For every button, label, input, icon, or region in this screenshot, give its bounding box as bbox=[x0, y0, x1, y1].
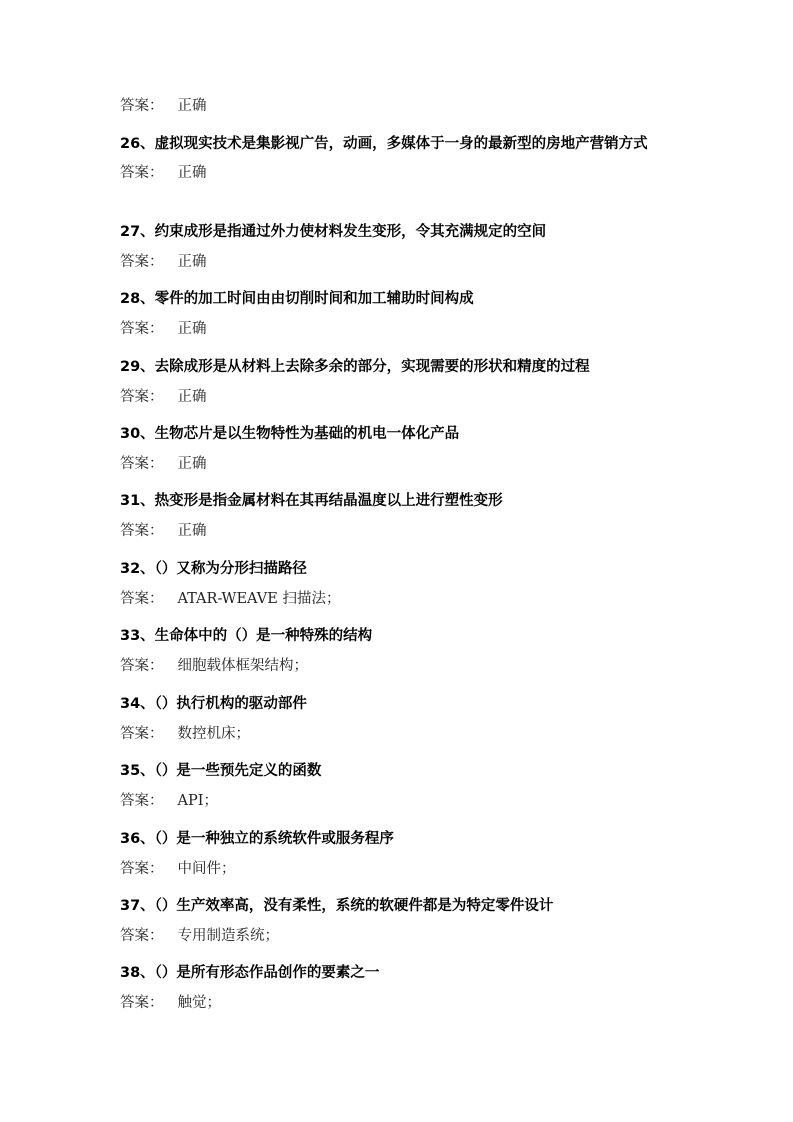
answer-line bbox=[120, 655, 680, 677]
answer-value: 正确 bbox=[177, 98, 207, 114]
answer-line bbox=[120, 318, 680, 340]
question-text: 35、（）是一些预先定义的函数 bbox=[120, 763, 322, 779]
answer-value: 正确 bbox=[177, 165, 207, 181]
answer-label: 答案： bbox=[120, 321, 164, 337]
answer-label: 答案： bbox=[120, 165, 164, 181]
answer-line bbox=[120, 925, 680, 947]
question-block-27 bbox=[120, 221, 680, 273]
answer-value: 细胞载体框架结构； bbox=[177, 658, 308, 674]
question-block-36 bbox=[120, 828, 680, 880]
question-block-35 bbox=[120, 760, 680, 812]
answer-line bbox=[120, 520, 680, 542]
question-text: 29、去除成形是从材料上去除多余的部分，实现需要的形状和精度的过程 bbox=[120, 359, 590, 375]
answer-label: 答案： bbox=[120, 658, 164, 674]
question-block-26 bbox=[120, 133, 680, 184]
question-block-29 bbox=[120, 356, 680, 408]
answer-label: 答案： bbox=[120, 726, 164, 742]
answer-label: 答案： bbox=[120, 254, 164, 270]
question-text: 36、（）是一种独立的系统软件或服务程序 bbox=[120, 831, 394, 847]
answer-label: 答案： bbox=[120, 995, 164, 1011]
answer-label: 答案： bbox=[120, 389, 164, 405]
answer-label: 答案： bbox=[120, 928, 164, 944]
answer-line bbox=[120, 858, 680, 880]
answer-label: 答案： bbox=[120, 98, 164, 114]
question-block-37 bbox=[120, 895, 680, 947]
answer-line bbox=[120, 453, 680, 475]
question-text: 30、生物芯片是以生物特性为基础的机电一体化产品 bbox=[120, 426, 460, 442]
answer-value: 正确 bbox=[177, 389, 207, 405]
answer-value: 正确 bbox=[177, 523, 207, 539]
answer-label: 答案： bbox=[120, 861, 164, 877]
question-text: 32、（）又称为分形扫描路径 bbox=[120, 561, 307, 577]
answer-value: 正确 bbox=[177, 456, 207, 472]
top-answer-block bbox=[120, 95, 680, 117]
answer-line bbox=[120, 723, 680, 745]
question-block-34 bbox=[120, 693, 680, 745]
answer-line bbox=[120, 992, 680, 1014]
answer-line bbox=[120, 162, 680, 184]
answer-line bbox=[120, 790, 680, 812]
answer-label: 答案： bbox=[120, 591, 164, 607]
answer-value: API； bbox=[177, 793, 218, 809]
question-block-33 bbox=[120, 625, 680, 677]
answer-value: ATAR-WEAVE 扫描法； bbox=[177, 591, 341, 607]
answer-label: 答案： bbox=[120, 523, 164, 539]
answer-value: 数控机床； bbox=[177, 726, 250, 742]
answer-line bbox=[120, 588, 680, 610]
question-text: 26、虚拟现实技术是集影视广告，动画，多媒体于一身的最新型的房地产营销方式 bbox=[120, 136, 648, 152]
question-text: 31、热变形是指金属材料在其再结晶温度以上进行塑性变形 bbox=[120, 493, 503, 509]
question-block-31 bbox=[120, 490, 680, 542]
question-block-32 bbox=[120, 558, 680, 610]
answer-value: 正确 bbox=[177, 321, 207, 337]
answer-label: 答案： bbox=[120, 456, 164, 472]
question-text: 33、生命体中的（）是一种特殊的结构 bbox=[120, 628, 373, 644]
answer-value: 中间件； bbox=[177, 861, 236, 877]
question-text: 28、零件的加工时间由由切削时间和加工辅助时间构成 bbox=[120, 291, 474, 307]
answer-value: 专用制造系统； bbox=[177, 928, 279, 944]
question-block-28 bbox=[120, 288, 680, 340]
question-block-38 bbox=[120, 962, 680, 1014]
question-text: 37、（）生产效率高，没有柔性，系统的软硬件都是为特定零件设计 bbox=[120, 898, 554, 914]
question-text: 27、约束成形是指通过外力使材料发生变形，令其充满规定的空间 bbox=[120, 224, 547, 240]
question-block-30 bbox=[120, 423, 680, 475]
answer-line bbox=[120, 386, 680, 408]
answer-value: 触觉； bbox=[177, 995, 221, 1011]
answer-line bbox=[120, 251, 680, 273]
answer-value: 正确 bbox=[177, 254, 207, 270]
answer-line bbox=[120, 95, 680, 117]
answer-label: 答案： bbox=[120, 793, 164, 809]
question-text: 38、（）是所有形态作品创作的要素之一 bbox=[120, 965, 380, 981]
question-text: 34、（）执行机构的驱动部件 bbox=[120, 696, 307, 712]
